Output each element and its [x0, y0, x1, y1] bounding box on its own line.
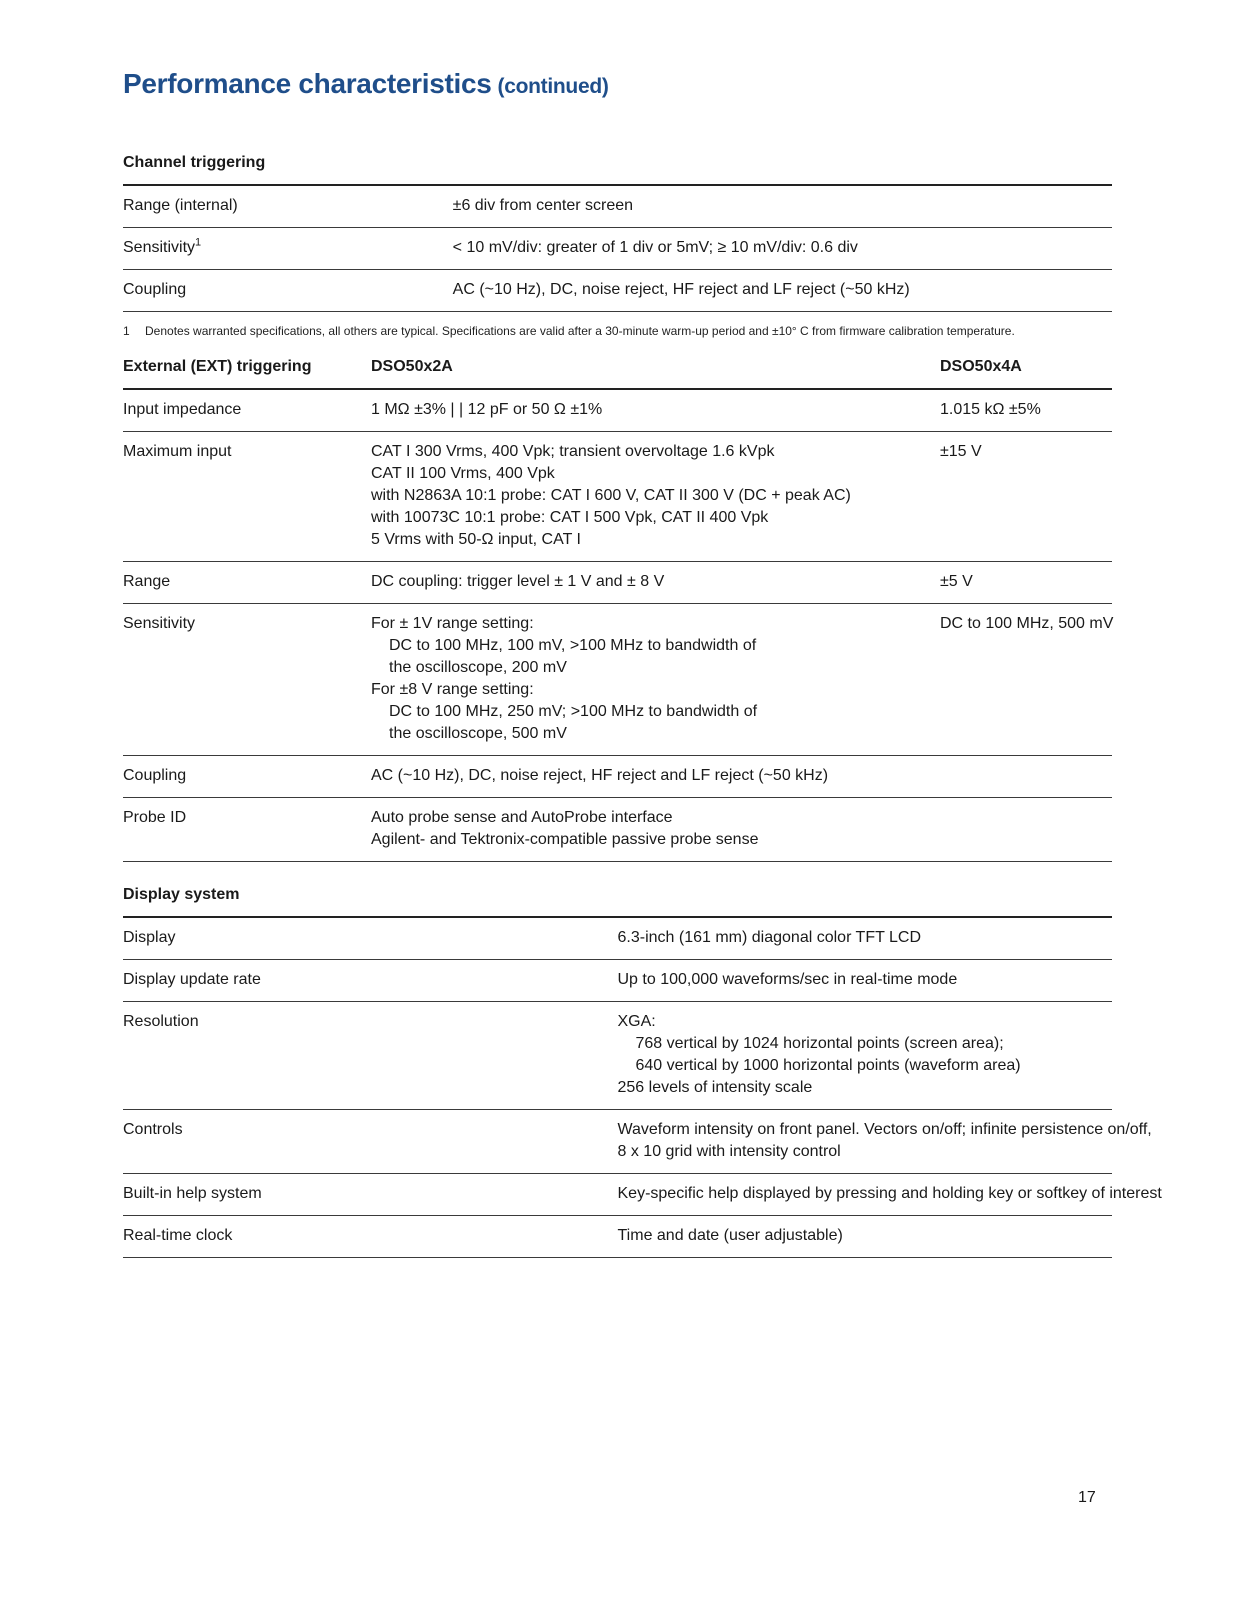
row-label: Maximum input	[123, 432, 371, 562]
row-value	[371, 798, 940, 862]
section-heading: External (EXT) triggering	[123, 356, 371, 389]
row-value	[371, 604, 940, 756]
section-heading: Channel triggering	[123, 152, 1112, 185]
row-value: < 10 mV/div: greater of 1 div or 5mV; ≥ 10 mV/div: 0.6 div	[453, 228, 1112, 270]
title-main: Performance characteristics	[123, 68, 492, 99]
footnote	[123, 324, 1015, 338]
table-header	[123, 356, 1112, 389]
value-line: 640 vertical by 1000 horizontal points (waveform area)	[635, 1057, 1021, 1074]
table-row	[123, 1174, 1112, 1216]
value-line: Up to 100,000 waveforms/sec in real-time mode	[617, 971, 958, 988]
row-label: Probe ID	[123, 798, 371, 862]
table-row	[123, 917, 1112, 960]
row-label: Range (internal)	[123, 185, 453, 228]
row-label: Resolution	[123, 1002, 618, 1110]
table-row	[123, 960, 1112, 1002]
channel-triggering-table	[123, 152, 1112, 312]
row-label: Display	[123, 917, 618, 960]
footnote-text: Denotes warranted specifications, all others are typical. Specifications are valid after a 30-minute warm-up period and ±10° C from firmware calibration temperature.	[145, 324, 1015, 338]
table-row	[123, 1002, 1112, 1110]
value-line: 256 levels of intensity scale	[617, 1079, 813, 1096]
table-row	[123, 228, 1112, 270]
footnote-marker: 1	[195, 236, 202, 249]
row-label	[123, 228, 453, 270]
value-line: 6.3-inch (161 mm) diagonal color TFT LCD	[617, 929, 922, 946]
row-value	[371, 562, 940, 604]
table-row	[123, 1110, 1112, 1174]
value-line: Waveform intensity on front panel. Vectors on/off; infinite persistence on/off,	[617, 1121, 1152, 1138]
row-value-4ch: 1.015 kΩ ±5%	[940, 389, 1112, 432]
value-line: 8 x 10 grid with intensity control	[617, 1143, 841, 1160]
row-value	[371, 389, 940, 432]
value-line: the oscilloscope, 200 mV	[389, 659, 567, 676]
column-header-dso50x4a: DSO50x4A	[940, 356, 1112, 389]
page-number: 17	[1078, 1489, 1096, 1506]
table-row	[123, 756, 1112, 798]
row-label: Input impedance	[123, 389, 371, 432]
row-value	[618, 960, 1113, 1002]
table-row	[123, 562, 1112, 604]
row-value	[617, 1174, 1162, 1216]
footnote-number: 1	[123, 324, 130, 338]
title-suffix: (continued)	[497, 75, 609, 98]
row-value-4ch	[940, 756, 1112, 798]
value-line: DC coupling: trigger level ± 1 V and ± 8 V	[371, 573, 665, 590]
value-line: 1 MΩ ±3% | | 12 pF or 50 Ω ±1%	[371, 401, 603, 418]
value-line: CAT II 100 Vrms, 400 Vpk	[371, 465, 555, 482]
row-value	[371, 756, 940, 798]
row-value	[371, 432, 940, 562]
row-label: Sensitivity	[123, 604, 371, 756]
row-label: Range	[123, 562, 371, 604]
value-line: Time and date (user adjustable)	[617, 1227, 843, 1244]
row-value	[618, 1002, 1113, 1110]
row-value-4ch: DC to 100 MHz, 500 mV	[940, 604, 1112, 756]
value-line: CAT I 300 Vrms, 400 Vpk; transient overvoltage 1.6 kVpk	[371, 443, 775, 460]
row-label: Coupling	[123, 756, 371, 798]
value-line: DC to 100 MHz, 250 mV; >100 MHz to bandwidth of	[389, 703, 758, 720]
column-header-dso50x2a: DSO50x2A	[371, 356, 940, 389]
row-value-4ch: ±15 V	[940, 432, 1112, 562]
table-row	[123, 1216, 1112, 1258]
value-line: 5 Vrms with 50-Ω input, CAT I	[371, 531, 581, 548]
table-row	[123, 604, 1112, 756]
row-label: Controls	[123, 1110, 618, 1174]
value-line: with N2863A 10:1 probe: CAT I 600 V, CAT II 300 V (DC + peak AC)	[371, 487, 851, 504]
row-value	[618, 1216, 1113, 1258]
row-value-4ch: ±5 V	[940, 562, 1112, 604]
row-value-4ch	[940, 798, 1112, 862]
value-line: with 10073C 10:1 probe: CAT I 500 Vpk, CAT II 400 Vpk	[371, 509, 769, 526]
page-title	[123, 68, 609, 100]
display-system-table	[123, 884, 1162, 1258]
value-line: For ± 1V range setting:	[371, 615, 534, 632]
value-line: Key-specific help displayed by pressing and holding key or softkey of interest	[617, 1185, 1162, 1202]
table-row	[123, 270, 1112, 312]
row-label: Real-time clock	[123, 1216, 618, 1258]
row-value	[618, 917, 1113, 960]
row-value: AC (~10 Hz), DC, noise reject, HF reject and LF reject (~50 kHz)	[453, 270, 1112, 312]
value-line: XGA:	[617, 1013, 656, 1030]
row-label: Display update rate	[123, 960, 618, 1002]
table-header	[123, 152, 1112, 185]
value-line: Auto probe sense and AutoProbe interface	[371, 809, 673, 826]
value-line: the oscilloscope, 500 mV	[389, 725, 567, 742]
row-label: Coupling	[123, 270, 453, 312]
row-label: Built-in help system	[123, 1174, 618, 1216]
table-row	[123, 389, 1112, 432]
value-line: Agilent- and Tektronix-compatible passive probe sense	[371, 831, 759, 848]
row-value: ±6 div from center screen	[453, 185, 1112, 228]
table-row	[123, 185, 1112, 228]
table-header	[123, 884, 1112, 917]
value-line: AC (~10 Hz), DC, noise reject, HF reject and LF reject (~50 kHz)	[371, 767, 829, 784]
table-row	[123, 798, 1112, 862]
table-row	[123, 432, 1112, 562]
value-line: 768 vertical by 1024 horizontal points (screen area);	[635, 1035, 1004, 1052]
section-heading: Display system	[123, 884, 1112, 917]
row-label-text: Sensitivity	[123, 239, 196, 256]
value-line: For ±8 V range setting:	[371, 681, 534, 698]
external-triggering-table	[123, 356, 1112, 862]
value-line: DC to 100 MHz, 100 mV, >100 MHz to bandwidth of	[389, 637, 757, 654]
row-value	[617, 1110, 1152, 1174]
